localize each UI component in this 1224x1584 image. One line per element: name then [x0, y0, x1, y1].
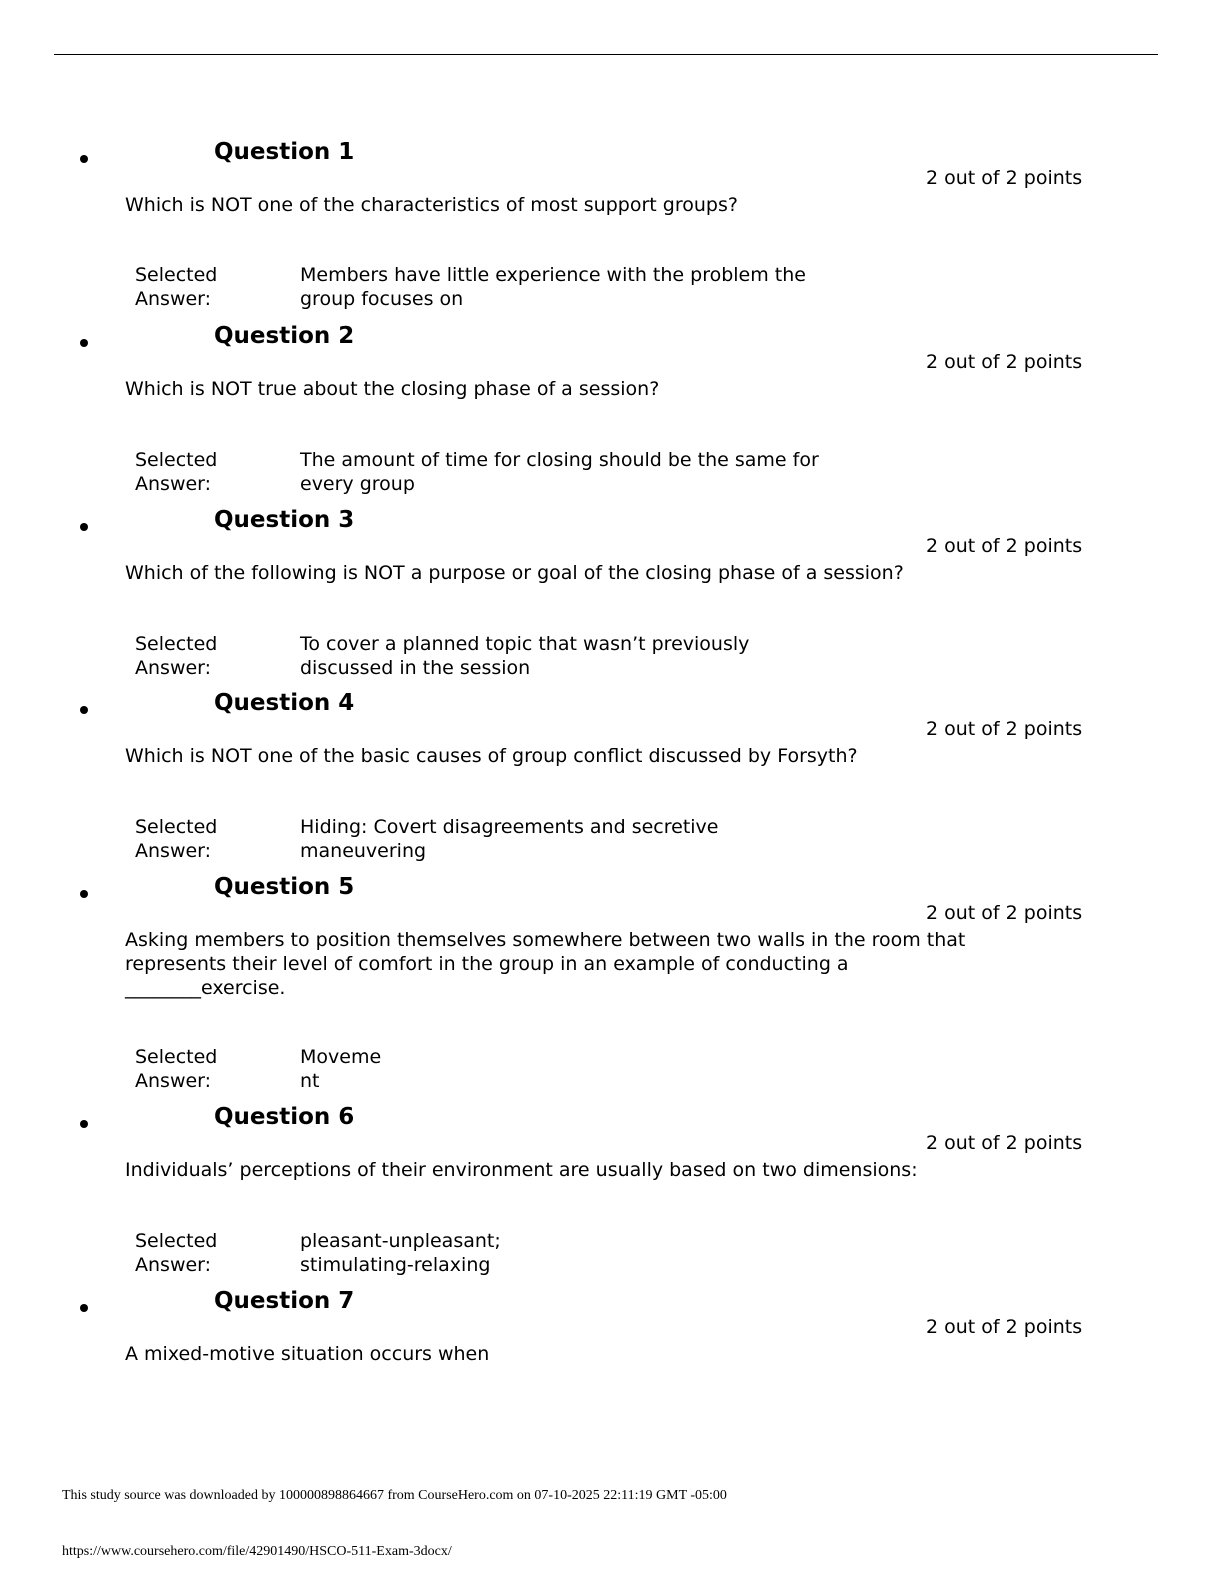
question-text: Which of the following is NOT a purpose or goal of the closing phase of a session?	[125, 562, 904, 584]
selected-answer-label: Selected Answer:	[135, 633, 218, 679]
bullet-icon	[80, 1120, 88, 1128]
question-points: 2 out of 2 points	[926, 535, 1083, 557]
selected-answer-value: Members have little experience with the problem the group focuses on	[300, 264, 806, 310]
question-points: 2 out of 2 points	[926, 1132, 1083, 1154]
selected-answer-label: Selected Answer:	[135, 264, 218, 310]
selected-answer-value: The amount of time for closing should be the same for every group	[300, 449, 819, 495]
question-text: Which is NOT one of the basic causes of group conflict discussed by Forsyth?	[125, 745, 858, 767]
question-title: Question 5	[214, 874, 355, 900]
bullet-icon	[80, 155, 88, 163]
question-title: Question 3	[214, 507, 355, 533]
top-divider	[54, 54, 1158, 55]
bullet-icon	[80, 890, 88, 898]
question-title: Question 6	[214, 1104, 355, 1130]
question-text: Asking members to position themselves somewhere between two walls in the room that represents their level of comfort in the group in an example of conducting a ________exercise.	[125, 929, 966, 999]
question-points: 2 out of 2 points	[926, 167, 1083, 189]
question-text: A mixed-motive situation occurs when	[125, 1343, 490, 1365]
question-text: Which is NOT true about the closing phase of a session?	[125, 378, 660, 400]
selected-answer-value: To cover a planned topic that wasn’t previously discussed in the session	[300, 633, 750, 679]
selected-answer-value: pleasant-unpleasant; stimulating-relaxing	[300, 1230, 501, 1276]
bullet-icon	[80, 1304, 88, 1312]
bullet-icon	[80, 523, 88, 531]
selected-answer-label: Selected Answer:	[135, 816, 218, 862]
selected-answer-value: Hiding: Covert disagreements and secretive maneuvering	[300, 816, 719, 862]
source-url[interactable]: https://www.coursehero.com/file/42901490/HSCO-511-Exam-3docx/	[62, 1544, 452, 1559]
question-points: 2 out of 2 points	[926, 718, 1083, 740]
question-title: Question 4	[214, 690, 355, 716]
selected-answer-label: Selected Answer:	[135, 449, 218, 495]
question-title: Question 2	[214, 323, 355, 349]
question-points: 2 out of 2 points	[926, 351, 1083, 373]
question-points: 2 out of 2 points	[926, 1316, 1083, 1338]
bullet-icon	[80, 339, 88, 347]
selected-answer-value: Movement	[300, 1046, 382, 1092]
bullet-icon	[80, 706, 88, 714]
question-text: Individuals’ perceptions of their environment are usually based on two dimensions:	[125, 1159, 918, 1181]
question-text: Which is NOT one of the characteristics of most support groups?	[125, 194, 738, 216]
question-title: Question 7	[214, 1288, 355, 1314]
question-points: 2 out of 2 points	[926, 902, 1083, 924]
download-notice: This study source was downloaded by 100000898864667 from CourseHero.com on 07-10-2025 22:11:19 GMT -05:00	[62, 1488, 727, 1503]
question-title: Question 1	[214, 139, 355, 165]
selected-answer-label: Selected Answer:	[135, 1046, 218, 1092]
selected-answer-label: Selected Answer:	[135, 1230, 218, 1276]
